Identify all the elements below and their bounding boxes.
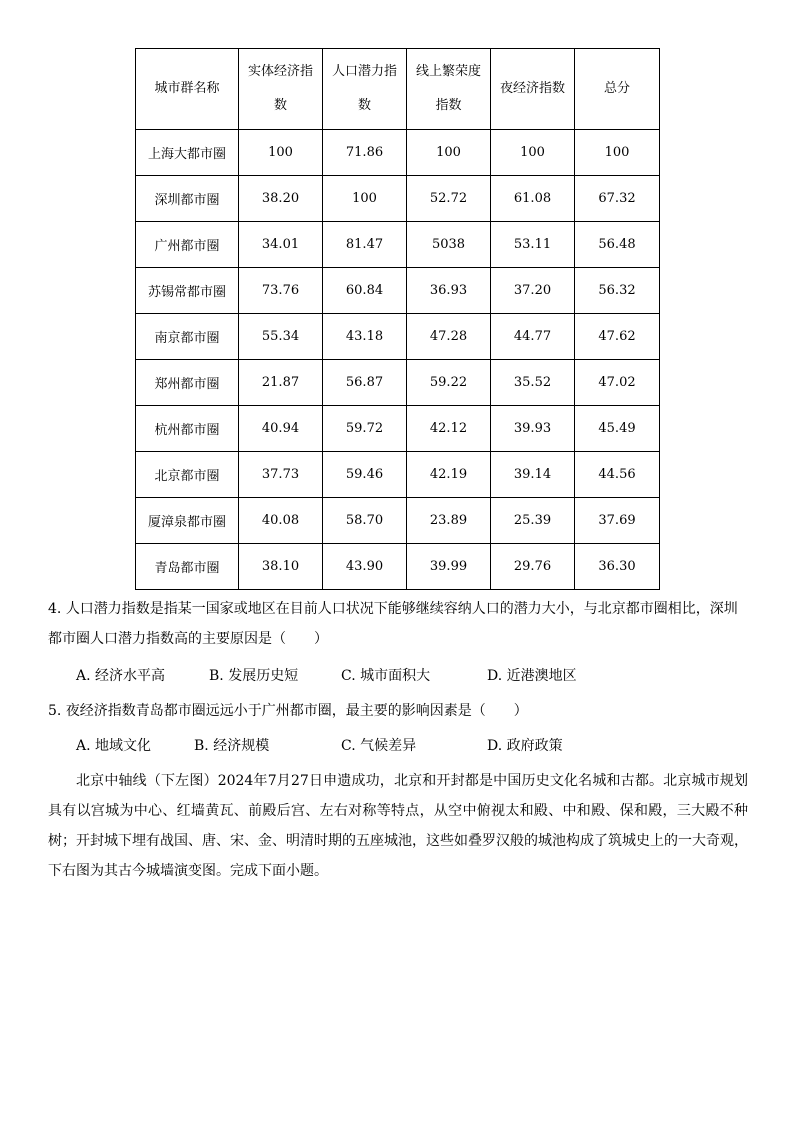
q5-option-b[interactable]: B. 经济规模	[194, 738, 270, 754]
index-value-cell: 81.47	[323, 222, 407, 268]
index-value-cell: 39.93	[491, 406, 575, 452]
index-value-cell: 55.34	[239, 314, 323, 360]
index-value-cell: 40.08	[239, 498, 323, 544]
index-value-cell: 37.73	[239, 452, 323, 498]
index-value-cell: 44.56	[575, 452, 660, 498]
index-value-cell: 100	[323, 176, 407, 222]
index-value-cell: 35.52	[491, 360, 575, 406]
index-value-cell: 58.70	[323, 498, 407, 544]
city-name-cell: 北京都市圈	[136, 452, 239, 498]
q5-option-a[interactable]: A. 地域文化	[76, 738, 152, 754]
table-row	[136, 268, 660, 314]
index-value-cell: 73.76	[239, 268, 323, 314]
index-value-cell: 38.20	[239, 176, 323, 222]
index-value-cell: 100	[491, 130, 575, 176]
question-5	[48, 696, 748, 726]
index-value-cell: 21.87	[239, 360, 323, 406]
index-value-cell: 44.77	[491, 314, 575, 360]
index-value-cell: 59.72	[323, 406, 407, 452]
q4-option-b[interactable]: B. 发展历史短	[209, 668, 299, 684]
q4-option-a[interactable]: A. 经济水平高	[76, 668, 166, 684]
city-name-cell: 上海大都市圈	[136, 130, 239, 176]
table-row	[136, 544, 660, 590]
index-value-cell: 56.48	[575, 222, 660, 268]
header-night-economy: 夜经济指数	[491, 49, 575, 130]
table-row	[136, 406, 660, 452]
index-value-cell: 37.69	[575, 498, 660, 544]
table-row	[136, 130, 660, 176]
q5-option-c[interactable]: C. 气候差异	[341, 738, 417, 754]
q4-option-c[interactable]: C. 城市面积大	[341, 668, 431, 684]
table-header-row	[136, 49, 660, 130]
index-value-cell: 29.76	[491, 544, 575, 590]
index-value-cell: 38.10	[239, 544, 323, 590]
index-value-cell: 100	[575, 130, 660, 176]
header-city-name: 城市群名称	[136, 49, 239, 130]
index-value-cell: 53.11	[491, 222, 575, 268]
header-total-score: 总分	[575, 49, 660, 130]
table-row	[136, 360, 660, 406]
index-value-cell: 42.12	[407, 406, 491, 452]
header-entity-economy: 实体经济指数	[239, 49, 323, 130]
index-value-cell: 39.14	[491, 452, 575, 498]
index-value-cell: 47.02	[575, 360, 660, 406]
city-name-cell: 南京都市圈	[136, 314, 239, 360]
index-value-cell: 52.72	[407, 176, 491, 222]
index-value-cell: 100	[239, 130, 323, 176]
city-name-cell: 郑州都市圈	[136, 360, 239, 406]
index-value-cell: 34.01	[239, 222, 323, 268]
index-value-cell: 37.20	[491, 268, 575, 314]
city-name-cell: 杭州都市圈	[136, 406, 239, 452]
index-value-cell: 45.49	[575, 406, 660, 452]
table-row	[136, 222, 660, 268]
question-4-number: 4.	[48, 601, 62, 617]
reading-passage: 北京中轴线（下左图）2024年7月27日申遗成功，北京和开封都是中国历史文化名城和古都。北京城市规划具有以宫城为中心、红墙黄瓦、前殿后宫、左右对称等特点，从空中俯视太和殿、中和殿、保和殿，三大殿不种树；开封城下埋有战国、唐、宋、金、明清时期的五座城池，这些如叠罗汉般的城池构成了筑城史上的一大奇观，下右图为其古今城墙演变图。完成下面小题。	[48, 773, 749, 879]
table-row	[136, 498, 660, 544]
index-value-cell: 56.87	[323, 360, 407, 406]
index-value-cell: 25.39	[491, 498, 575, 544]
question-4-options	[76, 661, 756, 691]
index-value-cell: 47.28	[407, 314, 491, 360]
index-value-cell: 56.32	[575, 268, 660, 314]
q4-option-d[interactable]: D. 近港澳地区	[487, 668, 577, 684]
index-value-cell: 61.08	[491, 176, 575, 222]
city-name-cell: 深圳都市圈	[136, 176, 239, 222]
index-value-cell: 23.89	[407, 498, 491, 544]
city-name-cell: 苏锡常都市圈	[136, 268, 239, 314]
table-row	[136, 452, 660, 498]
index-value-cell: 43.90	[323, 544, 407, 590]
index-value-cell: 42.19	[407, 452, 491, 498]
city-name-cell: 广州都市圈	[136, 222, 239, 268]
index-value-cell: 39.99	[407, 544, 491, 590]
table-row	[136, 314, 660, 360]
index-value-cell: 43.18	[323, 314, 407, 360]
question-5-text: 夜经济指数青岛都市圈远远小于广州都市圈，最主要的影响因素是（ ）	[65, 703, 528, 719]
city-name-cell: 青岛都市圈	[136, 544, 239, 590]
index-value-cell: 59.46	[323, 452, 407, 498]
index-value-cell: 71.86	[323, 130, 407, 176]
index-value-cell: 36.93	[407, 268, 491, 314]
index-value-cell: 40.94	[239, 406, 323, 452]
header-online-prosperity: 线上繁荣度指数	[407, 49, 491, 130]
index-value-cell: 60.84	[323, 268, 407, 314]
index-value-cell: 47.62	[575, 314, 660, 360]
index-value-cell: 59.22	[407, 360, 491, 406]
city-name-cell: 厦漳泉都市圈	[136, 498, 239, 544]
city-index-table	[135, 48, 660, 590]
q5-option-d[interactable]: D. 政府政策	[487, 738, 563, 754]
header-population-potential: 人口潜力指数	[323, 49, 407, 130]
question-4-text: 人口潜力指数是指某一国家或地区在目前人口状况下能够继续容纳人口的潜力大小，与北京都市圈相比，深圳都市圈人口潜力指数高的主要原因是（ ）	[48, 601, 738, 647]
question-4	[48, 594, 748, 654]
index-value-cell: 5038	[407, 222, 491, 268]
index-value-cell: 100	[407, 130, 491, 176]
question-5-number: 5.	[48, 703, 62, 719]
index-value-cell: 36.30	[575, 544, 660, 590]
index-value-cell: 67.32	[575, 176, 660, 222]
question-5-options	[76, 731, 756, 761]
table-row	[136, 176, 660, 222]
